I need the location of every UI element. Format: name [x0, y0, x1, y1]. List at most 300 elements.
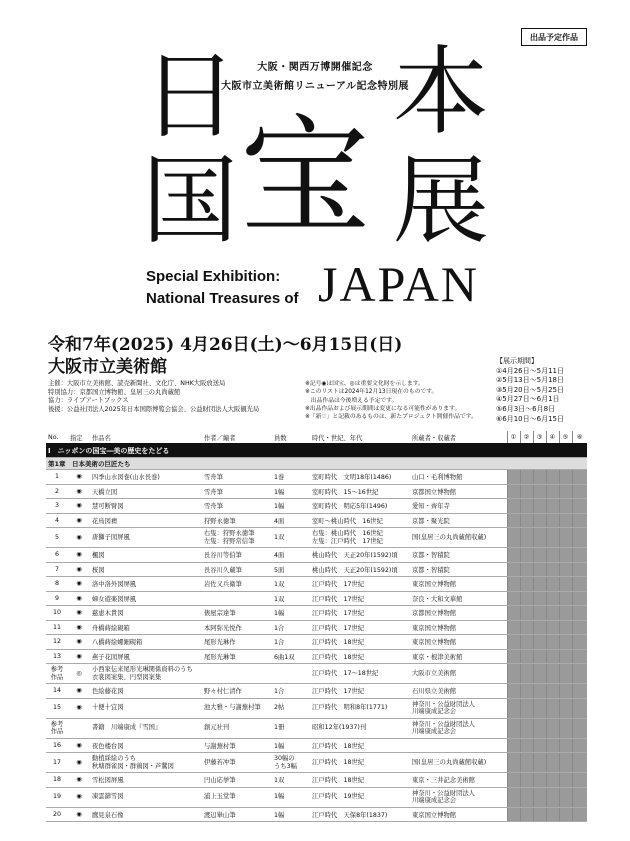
- table-row: [46, 684, 587, 699]
- row-quantity: [272, 664, 310, 684]
- row-designation: ◉: [68, 698, 90, 718]
- row-title: 楓図: [90, 548, 202, 563]
- row-era: 右隻：桃山時代 16世紀 左隻：江戸時代 17世紀: [310, 528, 410, 548]
- period-cell: [520, 577, 533, 592]
- period-cell: [520, 484, 533, 499]
- period-cell: [572, 773, 587, 788]
- period-item: ①4月26日～5月11日: [496, 366, 564, 375]
- period-cell: [533, 484, 546, 499]
- row-era: 江戸時代 明和8年(1771): [310, 698, 410, 718]
- periods-title: 【展示期間】: [496, 357, 538, 365]
- english-title-line1: Special Exhibition:: [146, 268, 281, 285]
- row-artist: 本阿弥光悦作: [202, 620, 272, 635]
- row-quantity: 1双: [272, 528, 310, 548]
- title-char-hon: 本: [393, 36, 489, 148]
- row-owner: 愛知・齊年寺: [410, 499, 507, 514]
- period-cell: [533, 499, 546, 514]
- note-line: ※このリストは2024年12月13日現在のものです。: [305, 389, 438, 396]
- period-cell: [507, 787, 520, 807]
- row-era: 江戸時代 18世紀: [310, 635, 410, 650]
- period-cell: [559, 773, 572, 788]
- period-cell: [533, 698, 546, 718]
- row-owner: 神奈川・公益財団法人 川端康成記念会: [410, 787, 507, 807]
- period-cell: [572, 753, 587, 773]
- period-cell: [533, 528, 546, 548]
- row-title: 小西家伝来尾形光琳関係資料のうち 衣裳図案集、円型図案集: [90, 664, 202, 684]
- row-artist: 狩野永徳筆: [202, 513, 272, 528]
- header-cat: 指定: [68, 431, 90, 444]
- period-cell: [507, 684, 520, 699]
- period-cell: [546, 684, 559, 699]
- period-cell: [533, 787, 546, 807]
- period-cell: [546, 470, 559, 485]
- row-title: 桜図: [90, 562, 202, 577]
- period-cell: [572, 635, 587, 650]
- period-cell: [507, 649, 520, 664]
- row-no: 1: [46, 470, 68, 485]
- period-cell: [520, 807, 533, 822]
- row-designation: ◉: [68, 562, 90, 577]
- period-cell: [559, 620, 572, 635]
- credit-line: 後援：公益社団法人2025年日本国際博覧会協会、公益財団法人大阪観光局: [48, 405, 260, 413]
- period-cell: [533, 562, 546, 577]
- row-artist: 池大雅・与謝蕪村筆: [202, 698, 272, 718]
- row-artist: 雪舟筆: [202, 484, 272, 499]
- row-owner: 京都国立博物館: [410, 484, 507, 499]
- period-cell: [507, 562, 520, 577]
- header-no: No.: [46, 431, 68, 444]
- row-owner: 東京・根津美術館: [410, 649, 507, 664]
- period-item: ⑤6月3日～6月8日: [496, 404, 556, 413]
- period-cell: [533, 635, 546, 650]
- period-cell: [572, 577, 587, 592]
- row-era: 江戸時代 18世紀: [310, 773, 410, 788]
- row-title: 書籍 川端康成『雪国』: [90, 718, 202, 738]
- row-era: 江戸時代 17世紀: [310, 577, 410, 592]
- row-artist: 尾形光琳筆: [202, 649, 272, 664]
- exhibit-list-table: [46, 431, 587, 822]
- period-cell: [546, 635, 559, 650]
- period-cell: [559, 684, 572, 699]
- row-title: 燕子花図屏風: [90, 649, 202, 664]
- row-title: 唐獅子図屏風: [90, 528, 202, 548]
- row-quantity: 1幅: [272, 738, 310, 753]
- period-cell: [559, 528, 572, 548]
- period-cell: [559, 738, 572, 753]
- row-artist: [202, 591, 272, 606]
- period-cell: [572, 620, 587, 635]
- period-cell: [559, 548, 572, 563]
- period-cell: [533, 684, 546, 699]
- period-cell: [520, 635, 533, 650]
- row-designation: ◉: [68, 787, 90, 807]
- row-artist: 雪舟筆: [202, 470, 272, 485]
- header-period: ⑥: [572, 431, 587, 444]
- row-designation: ◉: [68, 635, 90, 650]
- subtitle-expo: 大阪・関西万博開催記念: [257, 62, 373, 73]
- row-owner: 国(皇居三の丸尚蔵館収蔵): [410, 753, 507, 773]
- period-cell: [572, 562, 587, 577]
- period-cell: [559, 577, 572, 592]
- header-qty: 員数: [272, 431, 310, 444]
- row-owner: 東京国立博物館: [410, 577, 507, 592]
- header-period: ⑤: [559, 431, 572, 444]
- period-cell: [507, 513, 520, 528]
- row-owner: 大阪市立美術館: [410, 664, 507, 684]
- table-row: [46, 753, 587, 773]
- note-line: ※出品作品および展示期間は変更になる可能性があります。: [305, 405, 461, 412]
- row-no: 16: [46, 738, 68, 753]
- row-title: 色絵藤花図: [90, 684, 202, 699]
- row-no: 3: [46, 499, 68, 514]
- period-cell: [572, 787, 587, 807]
- row-title: 慧可断臂図: [90, 499, 202, 514]
- period-cell: [559, 649, 572, 664]
- period-cell: [546, 577, 559, 592]
- row-designation: ◉: [68, 807, 90, 822]
- row-no: 4: [46, 513, 68, 528]
- period-cell: [572, 606, 587, 621]
- period-cell: [559, 718, 572, 738]
- row-title: 慈恵木貴図: [90, 606, 202, 621]
- period-cell: [533, 577, 546, 592]
- row-quantity: 1幅: [272, 807, 310, 822]
- table-header-row: [46, 431, 587, 444]
- period-cell: [546, 807, 559, 822]
- row-artist: 俵屋宗達筆: [202, 606, 272, 621]
- period-cell: [533, 738, 546, 753]
- row-title: 凍雲篩雪図: [90, 787, 202, 807]
- table-row: [46, 499, 587, 514]
- row-no: 18: [46, 773, 68, 788]
- row-quantity: 4面: [272, 513, 310, 528]
- chapter-heading: 第1章 日本美術の巨匠たち: [46, 458, 587, 470]
- row-artist: 尾形光琳作: [202, 635, 272, 650]
- row-quantity: 6曲1双: [272, 649, 310, 664]
- table-row: [46, 484, 587, 499]
- title-char-ten: 展: [393, 145, 489, 257]
- organizer-credits: [48, 380, 259, 414]
- period-cell: [533, 513, 546, 528]
- table-row: [46, 620, 587, 635]
- period-cell: [520, 738, 533, 753]
- note-line: ※「新♡」と記載のあるものは、新たプロジェクト開催作品です。: [305, 414, 477, 421]
- row-quantity: 1巻: [272, 470, 310, 485]
- row-designation: ◉: [68, 773, 90, 788]
- row-owner: 東京国立博物館: [410, 807, 507, 822]
- row-title: 雪松図屏風: [90, 773, 202, 788]
- row-artist: 円山応挙筆: [202, 773, 272, 788]
- header-era: 時代・世紀、年代: [310, 431, 410, 444]
- period-cell: [520, 684, 533, 699]
- row-owner: [410, 738, 507, 753]
- period-cell: [533, 649, 546, 664]
- row-owner: 山口・毛利博物館: [410, 470, 507, 485]
- period-cell: [546, 773, 559, 788]
- period-cell: [533, 606, 546, 621]
- row-artist: 渡辺崋山筆: [202, 807, 272, 822]
- period-cell: [507, 698, 520, 718]
- period-cell: [546, 738, 559, 753]
- period-cell: [533, 718, 546, 738]
- row-no: 9: [46, 591, 68, 606]
- row-owner: 京都・聚光院: [410, 513, 507, 528]
- row-owner: 奈良・大和文華館: [410, 591, 507, 606]
- note-line: ※記号◉は国宝、◎は重要文化財を示します。: [305, 381, 424, 387]
- period-cell: [507, 664, 520, 684]
- row-owner: 東京国立博物館: [410, 635, 507, 650]
- period-cell: [520, 773, 533, 788]
- period-cell: [520, 606, 533, 621]
- period-cell: [572, 664, 587, 684]
- row-designation: ◉: [68, 649, 90, 664]
- table-row: [46, 698, 587, 718]
- row-artist: 長谷川久蔵筆: [202, 562, 272, 577]
- row-quantity: 1幅: [272, 606, 310, 621]
- row-designation: ◉: [68, 606, 90, 621]
- row-no: 14: [46, 684, 68, 699]
- table-row: [46, 562, 587, 577]
- row-era: 室町～桃山時代 16世紀: [310, 513, 410, 528]
- row-no: 6: [46, 548, 68, 563]
- period-cell: [507, 606, 520, 621]
- row-quantity: 1双: [272, 577, 310, 592]
- row-no: 15: [46, 698, 68, 718]
- period-cell: [520, 470, 533, 485]
- header-period: ②: [520, 431, 533, 444]
- row-quantity: 30幅の うち3幅: [272, 753, 310, 773]
- row-artist: 与謝蕪村筆: [202, 738, 272, 753]
- row-era: 室町時代 明応5年(1496): [310, 499, 410, 514]
- row-designation: ◎: [68, 664, 90, 684]
- list-notes: [305, 380, 477, 421]
- period-cell: [546, 787, 559, 807]
- row-designation: [68, 718, 90, 738]
- period-cell: [507, 470, 520, 485]
- row-owner: 神奈川・公益財団法人 川端康成記念会: [410, 718, 507, 738]
- row-era: 江戸時代 18世紀: [310, 649, 410, 664]
- title-char-koku: 国: [142, 145, 238, 257]
- row-designation: ◉: [68, 591, 90, 606]
- period-cell: [546, 606, 559, 621]
- credit-line: 協力：ライブアートブックス: [48, 397, 129, 405]
- header-period: ①: [507, 431, 520, 444]
- table-row: [46, 470, 587, 485]
- row-title: 天橋立図: [90, 484, 202, 499]
- row-quantity: 1合: [272, 684, 310, 699]
- section-heading: I ニッポンの国宝―美の歴史をたどる: [46, 444, 587, 458]
- period-cell: [520, 664, 533, 684]
- row-era: 江戸時代 18世紀: [310, 753, 410, 773]
- period-cell: [533, 548, 546, 563]
- period-cell: [520, 787, 533, 807]
- row-artist: 野々村仁清作: [202, 684, 272, 699]
- period-cell: [507, 807, 520, 822]
- period-cell: [559, 606, 572, 621]
- period-cell: [559, 562, 572, 577]
- row-owner: 京都・智積院: [410, 562, 507, 577]
- row-artist: 浦上玉堂筆: [202, 787, 272, 807]
- period-cell: [546, 562, 559, 577]
- row-owner: 京都国立博物館: [410, 606, 507, 621]
- period-cell: [546, 499, 559, 514]
- period-item: ③5月20日～5月25日: [496, 385, 564, 394]
- row-title: 四季山水図巻(山水長巻): [90, 470, 202, 485]
- period-cell: [520, 718, 533, 738]
- period-cell: [533, 753, 546, 773]
- table-row: [46, 528, 587, 548]
- row-no: 19: [46, 787, 68, 807]
- table-row: [46, 513, 587, 528]
- credit-line: 主催：大阪市立美術館、読売新聞社、文化庁、NHK大阪放送局: [48, 380, 226, 387]
- period-cell: [520, 528, 533, 548]
- row-artist: 長谷川等伯筆: [202, 548, 272, 563]
- period-cell: [572, 528, 587, 548]
- row-era: 江戸時代 18世紀: [310, 738, 410, 753]
- title-char-hou: 宝: [240, 101, 371, 253]
- period-cell: [533, 807, 546, 822]
- period-cell: [520, 753, 533, 773]
- row-owner: 京都・智積院: [410, 548, 507, 563]
- row-no: 8: [46, 577, 68, 592]
- row-no: 参考作品: [46, 664, 68, 684]
- row-era: 江戸時代 19世紀: [310, 787, 410, 807]
- period-cell: [533, 773, 546, 788]
- row-artist: 右隻：狩野永徳筆 左隻：狩野常信筆: [202, 528, 272, 548]
- row-quantity: 1幅: [272, 484, 310, 499]
- row-quantity: 1冊: [272, 718, 310, 738]
- table-row: [46, 649, 587, 664]
- period-cell: [559, 484, 572, 499]
- table-row: [46, 635, 587, 650]
- row-no: 17: [46, 753, 68, 773]
- table-row: [46, 548, 587, 563]
- row-quantity: 4面: [272, 548, 310, 563]
- period-cell: [559, 698, 572, 718]
- row-owner: 東京国立博物館: [410, 620, 507, 635]
- header-period: ④: [546, 431, 559, 444]
- period-cell: [559, 787, 572, 807]
- period-cell: [520, 499, 533, 514]
- table-row: [46, 591, 587, 606]
- row-designation: ◉: [68, 620, 90, 635]
- row-quantity: 5面: [272, 562, 310, 577]
- row-title: 舟橋蒔絵硯箱: [90, 620, 202, 635]
- row-owner: 神奈川・公益財団法人 川端康成記念会: [410, 698, 507, 718]
- row-owner: 石川県立美術館: [410, 684, 507, 699]
- row-title: 夜色楼台図: [90, 738, 202, 753]
- row-era: 桃山時代 天正20年(1592)頃: [310, 548, 410, 563]
- row-quantity: 1双: [272, 591, 310, 606]
- period-cell: [520, 562, 533, 577]
- period-cell: [507, 773, 520, 788]
- period-cell: [546, 718, 559, 738]
- row-quantity: 1合: [272, 620, 310, 635]
- row-title: 洛中洛外図屏風: [90, 577, 202, 592]
- title-char-ni: 日: [142, 40, 238, 152]
- period-item: ②5月13日～5月18日: [496, 376, 564, 385]
- row-no: 20: [46, 807, 68, 822]
- period-cell: [572, 470, 587, 485]
- period-cell: [507, 635, 520, 650]
- row-title: 十便十宜図: [90, 698, 202, 718]
- table-row: [46, 773, 587, 788]
- row-designation: ◉: [68, 499, 90, 514]
- table-row: [46, 738, 587, 753]
- row-quantity: 1双: [272, 773, 310, 788]
- header-title: 作品名: [90, 431, 202, 444]
- credit-line: 特別協力：京都国立博物館、皇居三の丸尚蔵館: [48, 388, 181, 396]
- table-row: [46, 664, 587, 684]
- row-era: 桃山時代 天正20年(1592)頃: [310, 562, 410, 577]
- row-era: 昭和12年(1937)刊: [310, 718, 410, 738]
- header-artist: 作者／編者: [202, 431, 272, 444]
- period-cell: [546, 620, 559, 635]
- period-cell: [507, 718, 520, 738]
- row-era: 室町時代 15～16世紀: [310, 484, 410, 499]
- period-cell: [559, 470, 572, 485]
- row-designation: ◉: [68, 513, 90, 528]
- row-no: 参考作品: [46, 718, 68, 738]
- period-cell: [507, 577, 520, 592]
- period-cell: [533, 664, 546, 684]
- row-era: 江戸時代 17世紀: [310, 684, 410, 699]
- table-row: [46, 606, 587, 621]
- row-artist: 創元社刊: [202, 718, 272, 738]
- period-cell: [507, 548, 520, 563]
- listing-badge: 出品予定作品: [521, 28, 587, 46]
- period-cell: [559, 513, 572, 528]
- row-no: 5: [46, 528, 68, 548]
- exhibition-periods: [496, 357, 564, 424]
- period-cell: [572, 718, 587, 738]
- period-cell: [546, 528, 559, 548]
- row-owner: 国(皇居三の丸尚蔵館収蔵): [410, 528, 507, 548]
- venue-name: 大阪市立美術館: [48, 357, 167, 377]
- period-cell: [546, 513, 559, 528]
- row-designation: ◉: [68, 528, 90, 548]
- row-designation: ◉: [68, 548, 90, 563]
- period-cell: [572, 513, 587, 528]
- table-row: [46, 577, 587, 592]
- row-artist: 伊藤若冲筆: [202, 753, 272, 773]
- period-cell: [507, 738, 520, 753]
- row-title: 鷹見泉石像: [90, 807, 202, 822]
- period-cell: [572, 807, 587, 822]
- period-cell: [507, 620, 520, 635]
- row-no: 11: [46, 620, 68, 635]
- row-artist: 岩佐又兵衛筆: [202, 577, 272, 592]
- period-cell: [546, 753, 559, 773]
- row-era: 室町時代 文明18年(1486): [310, 470, 410, 485]
- period-item: ⑥6月10日～6月15日: [496, 414, 564, 423]
- row-designation: ◉: [68, 684, 90, 699]
- row-no: 2: [46, 484, 68, 499]
- row-quantity: 1幅: [272, 499, 310, 514]
- period-cell: [546, 591, 559, 606]
- period-cell: [546, 484, 559, 499]
- period-cell: [507, 484, 520, 499]
- row-quantity: 1幅: [272, 787, 310, 807]
- period-cell: [546, 649, 559, 664]
- period-item: ④5月27日～6月1日: [496, 395, 560, 404]
- period-cell: [559, 753, 572, 773]
- period-cell: [572, 548, 587, 563]
- period-cell: [559, 807, 572, 822]
- row-era: 江戸時代 天保8年(1837): [310, 807, 410, 822]
- english-title-line2: National Treasures of: [146, 290, 299, 307]
- header-owner: 所蔵者・収蔵者: [410, 431, 507, 444]
